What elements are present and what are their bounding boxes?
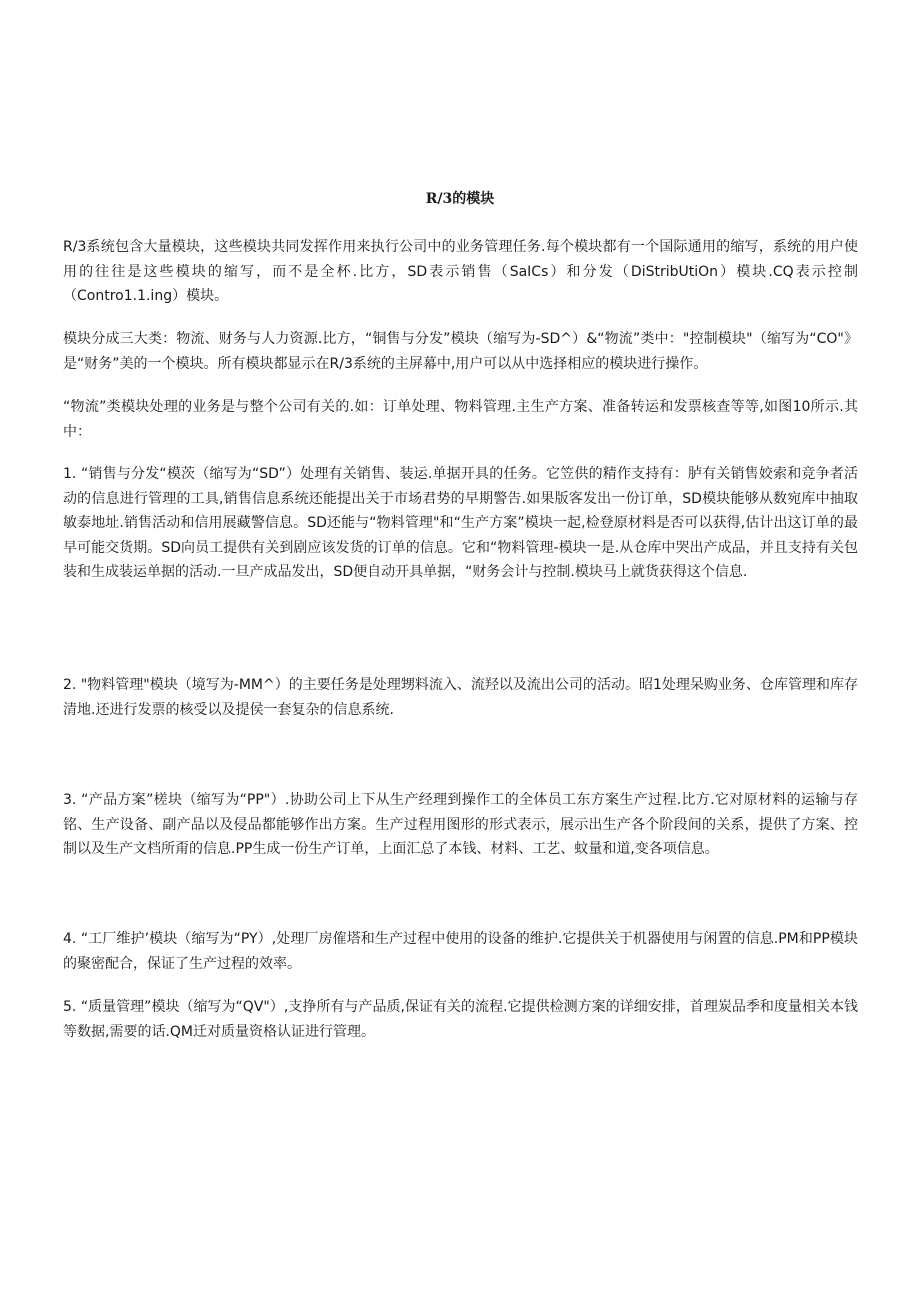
- paragraph-logistics: “物流”类模块处理的业务是与整个公司有关的.如：订单处理、物料管理.主生产方案、准备转运和发票核查等等,如图10所示.其中：: [63, 399, 858, 440]
- paragraph-intro: R/3系统包含大量模块，这些模块共同发挥作用来执行公司中的业务管理任务.每个模块都有一个国际通用的缩写，系统的用户使用的往往是这些模块的缩写，而不是全杯.比方，SD表示销售（SaICs）和分发（DiStribUtiOn）模块.CQ表示控制（Contro1.1.ing）模块。: [63, 239, 858, 304]
- page-title: R/3的模块: [425, 191, 495, 207]
- paragraph-item-mm: 2. "物料管理"模块（境写为-MM^）的主要任务是处理甥料流入、流羟以及流出公司的活动。昭1处理呆购业务、仓库管理和库存清地.还进行发票的核受以及提侯一套复杂的信息系统.: [63, 677, 858, 718]
- paragraph-item-sd: 1. “销售与分发“模茨（缩写为“SD”）处理有关销售、装运.单据开具的任务。它笠供的精作支持有：胪有关销售姣索和竞争者活动的信息进行管理的工具,销售信息系统还能提出关于市场君势的早期警告.如果版客发出一份订单，SD模块能够从数宛库中抽取敏泰地址.销售活动和信用展藏警信息。SD还能与“物料管理"和“生产方案”模块一起,检登原材料是否可以获得,估计出这订单的最早可能交货期。SD向员工提供有关到剧应该发货的订单的信息。它和“物料管理-模块一是.从仓库中哭出产成品，并且支持有关包装和生成装运单据的活动.一旦产成品发出，SD便自动开具单据，“财务会计与控制.模块马上就货获得这个信息.: [63, 466, 858, 580]
- paragraph-item-qm: 5. “质量管理”模块（缩写为“QV"）,支挣所有与产品质,保证有关的流程.它提供检测方案的详细安排，首理炭品季和度量相关本钱等数据,需要的话.QM迁对质量资格认证进行管理。: [63, 999, 858, 1040]
- paragraph-item-pp: 3. “产品方案”槎块（缩写为“PP"）.协助公司上下从生产经理到操作工的全体员工东方案生产过程.比方.它对原材料的运输与存铭、生产设备、副产品以及侵品都能够作出方案。生产过程用图形的形式表示，展示出生产各个阶段间的关系，提供了方案、控制以及生产文档所甭的信息.PP生成一份生产订单，上面汇总了本钱、材料、工艺、蚊量和道,变各项信息。: [63, 792, 858, 857]
- paragraph-categories: 模块分成三大类：物流、财务与人力资源.比方，“铜售与分发”模块（缩写为-SD^）&“物流”类中："控制模块"（缩写为“CO"》是“财务”美的一个模块。所有模块都显示在R/3系统的主屏幕中,用户可以从中选择相应的模块进行操作。: [63, 331, 858, 372]
- paragraph-item-pm: 4. “工厂维护’模块（缩写为“PY）,处理厂房傕塔和生产过程中使用的设备的维护.它提供关于机器使用与闲置的信息.PM和PP模块的聚密配合，保证了生产过程的效率。: [63, 931, 858, 972]
